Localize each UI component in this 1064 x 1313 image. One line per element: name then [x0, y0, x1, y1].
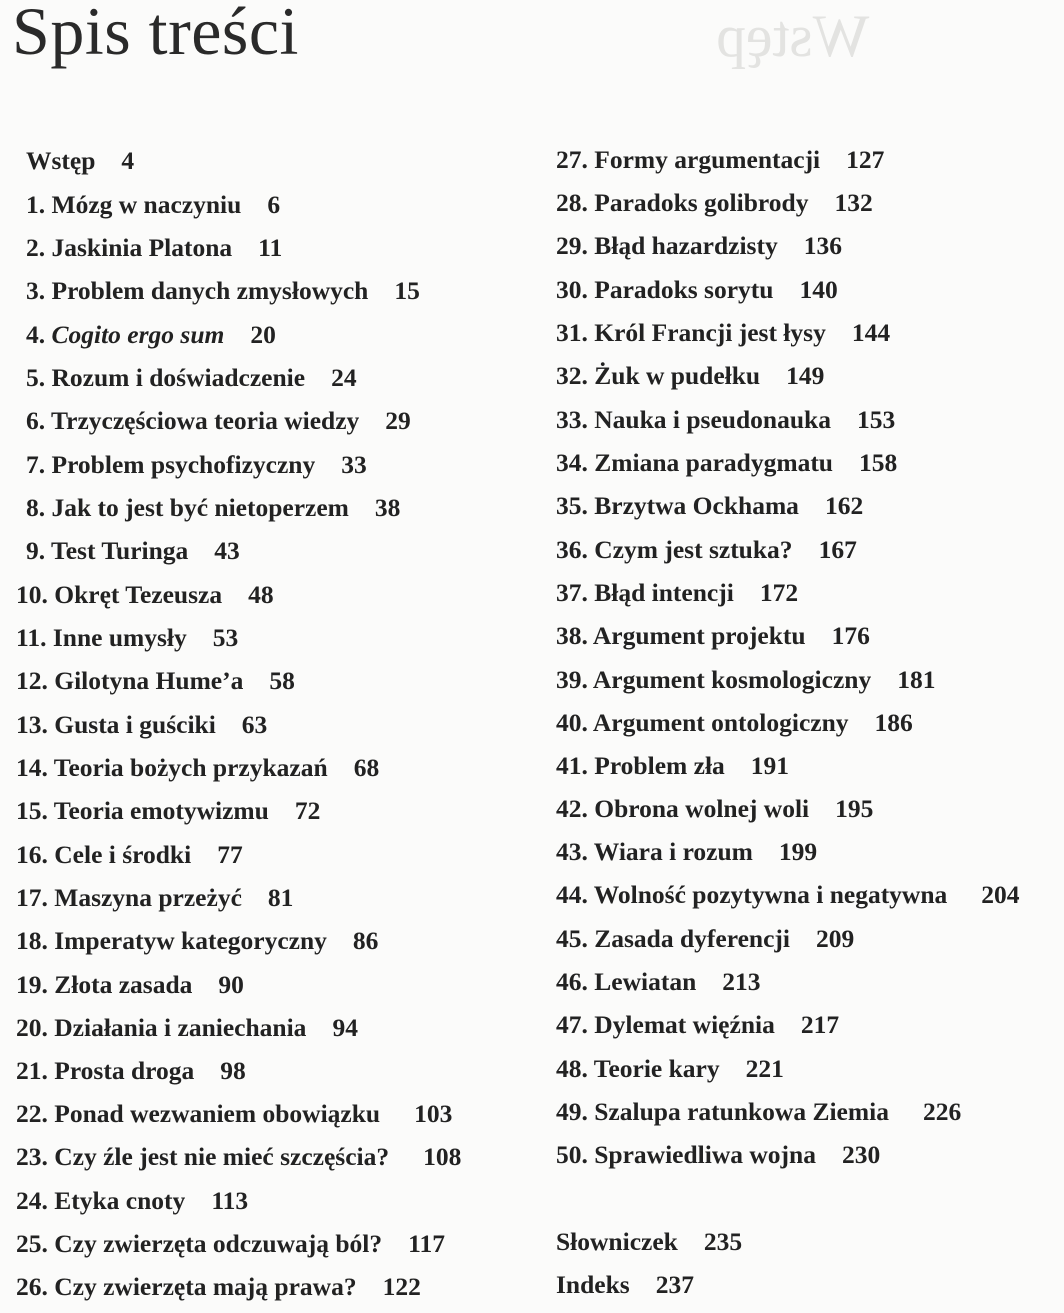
toc-page-number: 204 [981, 880, 1020, 909]
toc-page-number: 24 [331, 363, 357, 392]
toc-page-number: 68 [353, 753, 380, 782]
toc-page-number: 48 [248, 580, 274, 609]
toc-entry: 10. Okręt Tezeusza 48 [16, 580, 274, 609]
toc-entry: 6. Trzyczęściowa teoria wiedzy 29 [26, 406, 411, 435]
toc-page-number: 230 [841, 1140, 881, 1169]
toc-entry: 11. Inne umysły 53 [16, 623, 239, 652]
toc-page-number: 20 [250, 320, 276, 349]
toc-entry: 25. Czy zwierzęta odczuwają ból? 117 [16, 1229, 445, 1258]
toc-entry-index: Indeks 237 [556, 1270, 694, 1299]
toc-entry-glossary: Słowniczek 235 [556, 1227, 743, 1256]
toc-page-number: 98 [220, 1056, 246, 1085]
toc-page-number: 186 [874, 708, 913, 737]
toc-page-number: 172 [759, 578, 799, 607]
toc-entry: 22. Ponad wezwaniem obowiązku 103 [16, 1099, 453, 1128]
toc-entry: 48. Teorie kary 221 [556, 1054, 784, 1083]
toc-entry: 47. Dylemat więźnia 217 [556, 1010, 840, 1039]
toc-entry: 34. Zmiana paradygmatu 158 [556, 448, 898, 477]
toc-entry: 17. Maszyna przeżyć 81 [16, 883, 294, 912]
toc-entry: 29. Błąd hazardzisty 136 [556, 231, 842, 260]
toc-page-number: 153 [856, 405, 896, 434]
toc-page-number: 6 [267, 190, 281, 219]
toc-entry: 18. Imperatyw kategoryczny 86 [16, 926, 379, 955]
toc-page-number: 15 [394, 276, 420, 305]
toc-page-number: 29 [385, 406, 411, 435]
toc-entry: 40. Argument ontologiczny 186 [556, 708, 913, 737]
toc-entry: 42. Obrona wolnej woli 195 [556, 794, 874, 823]
toc-entry: 12. Gilotyna Hume’a 58 [16, 666, 295, 695]
toc-page-number: 53 [212, 623, 239, 652]
toc-entry: 23. Czy źle jest nie mieć szczęścia? 108 [16, 1142, 462, 1171]
toc-page-number: 81 [267, 883, 294, 912]
toc-page-number: 144 [851, 318, 891, 347]
toc-entry: 7. Problem psychofizyczny 33 [26, 450, 367, 479]
toc-page-number: 181 [897, 665, 936, 694]
toc-page-number: 191 [750, 751, 790, 780]
toc-entry: 14. Teoria bożych przykazań 68 [16, 753, 380, 782]
toc-page-number: 77 [217, 840, 243, 869]
toc-page-number: 195 [835, 794, 874, 823]
toc-entry: 33. Nauka i pseudonauka 153 [556, 405, 896, 434]
toc-entry: 35. Brzytwa Ockhama 162 [556, 491, 864, 520]
toc-page-number: 226 [922, 1097, 962, 1126]
toc-entry: 43. Wiara i rozum 199 [556, 837, 818, 866]
toc-page-number: 117 [408, 1229, 445, 1258]
toc-entry: 2. Jaskinia Platona 11 [26, 233, 283, 262]
toc-entry: 37. Błąd intencji 172 [556, 578, 799, 607]
toc-page-number: 213 [722, 967, 761, 996]
toc-page-number: 149 [786, 361, 825, 390]
toc-entry: 32. Żuk w pudełku 149 [556, 361, 825, 390]
toc-page-number: 162 [824, 491, 864, 520]
toc-entry: 24. Etyka cnoty 113 [16, 1186, 249, 1215]
toc-entry: 13. Gusta i guściki 63 [16, 710, 268, 739]
toc-entry: 28. Paradoks golibrody 132 [556, 188, 873, 217]
toc-page-number: 86 [352, 926, 379, 955]
toc-entry: 45. Zasada dyferencji 209 [556, 924, 855, 953]
toc-entry: 26. Czy zwierzęta mają prawa? 122 [16, 1272, 421, 1301]
toc-page-number: 94 [332, 1013, 358, 1042]
toc-entry: 9. Test Turinga 43 [26, 536, 240, 565]
toc-page-number: 113 [211, 1186, 249, 1215]
toc-entry: 20. Działania i zaniechania 94 [16, 1013, 358, 1042]
toc-entry: 36. Czym jest sztuka? 167 [556, 535, 857, 564]
toc-entry: 30. Paradoks sorytu 140 [556, 275, 838, 304]
toc-entry: 3. Problem danych zmysłowych 15 [26, 276, 420, 305]
toc-entry: 38. Argument projektu 176 [556, 621, 870, 650]
toc-entry: 50. Sprawiedliwa wojna 230 [556, 1140, 881, 1169]
toc-entry: 16. Cele i środki 77 [16, 840, 243, 869]
toc-entry: Wstęp 4 [26, 146, 135, 175]
bleed-through-heading: Wstęp [715, 3, 869, 69]
toc-entry: 5. Rozum i doświadczenie 24 [26, 363, 357, 392]
toc-page-number: 103 [414, 1099, 453, 1128]
toc-page-number: 221 [745, 1054, 784, 1083]
toc-page-number: 140 [799, 275, 838, 304]
toc-page-number: 176 [831, 621, 870, 650]
toc-entry: 8. Jak to jest być nietoperzem 38 [26, 493, 401, 522]
toc-entry: 44. Wolność pozytywna i negatywna 204 [556, 880, 1020, 909]
toc-entry: 19. Złota zasada 90 [16, 970, 244, 999]
toc-page-number: 33 [341, 450, 367, 479]
toc-entry: 46. Lewiatan 213 [556, 967, 761, 996]
toc-page-number: 237 [655, 1270, 694, 1299]
toc-page-number: 158 [859, 448, 898, 477]
toc-page-number: 108 [423, 1142, 462, 1171]
toc-page-number: 209 [815, 924, 855, 953]
toc-page-number: 127 [846, 145, 885, 174]
toc-entry: 1. Mózg w naczyniu 6 [26, 190, 281, 219]
toc-page-number: 167 [818, 535, 857, 564]
toc-page-number: 199 [778, 837, 818, 866]
toc-page-number: 136 [803, 231, 842, 260]
toc-entry: 31. Król Francji jest łysy 144 [556, 318, 891, 347]
page-title: Spis treści [12, 0, 299, 69]
toc-entry: 41. Problem zła 191 [556, 751, 790, 780]
toc-page-number: 43 [214, 536, 240, 565]
toc-page-number: 217 [800, 1010, 840, 1039]
toc-page-number: 72 [294, 796, 321, 825]
toc-entry: 21. Prosta droga 98 [16, 1056, 246, 1085]
toc-entry: 39. Argument kosmologiczny 181 [556, 665, 936, 694]
toc-page-number: 235 [703, 1227, 743, 1256]
toc-page-number: 4 [121, 146, 135, 175]
toc-page-number: 38 [374, 493, 401, 522]
toc-entry: 4. Cogito ergo sum 20 [26, 320, 276, 349]
toc-page-number: 11 [258, 233, 283, 262]
toc-page-number: 132 [834, 188, 873, 217]
toc-page-number: 122 [382, 1272, 421, 1301]
toc-entry: 15. Teoria emotywizmu 72 [16, 796, 321, 825]
toc-entry: 27. Formy argumentacji 127 [556, 145, 885, 174]
toc-page-number: 58 [269, 666, 295, 695]
toc-page-number: 90 [218, 970, 244, 999]
toc-entry: 49. Szalupa ratunkowa Ziemia 226 [556, 1097, 962, 1126]
toc-page-number: 63 [241, 710, 268, 739]
